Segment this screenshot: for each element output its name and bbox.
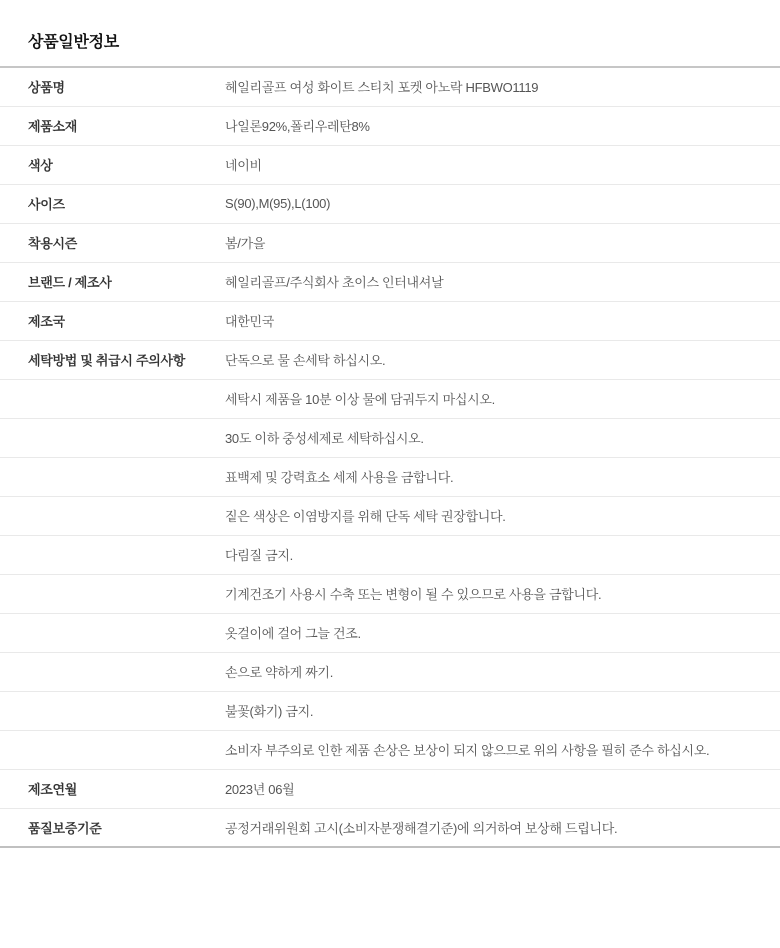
- row-label: [0, 730, 225, 769]
- row-value: 대한민국: [225, 314, 275, 329]
- table-row-season: [0, 223, 780, 262]
- row-label: [0, 457, 225, 496]
- row-label: 세탁방법 및 취급시 주의사항: [28, 353, 186, 368]
- row-value: 불꽃(화기) 금지.: [225, 704, 314, 719]
- row-label: [0, 535, 225, 574]
- row-label: 사이즈: [28, 197, 65, 212]
- table-row-brand-maker: [0, 262, 780, 301]
- row-label: [0, 418, 225, 457]
- row-label: [0, 652, 225, 691]
- row-value: 짙은 색상은 이염방지를 위해 단독 세탁 권장합니다.: [225, 509, 506, 524]
- row-label: [0, 691, 225, 730]
- table-row-warranty-standard: [0, 808, 780, 847]
- row-label: 제조국: [28, 314, 65, 329]
- product-info-table-body: [0, 67, 780, 847]
- row-label: [0, 379, 225, 418]
- row-value: 표백제 및 강력효소 세제 사용을 금합니다.: [225, 470, 454, 485]
- table-row-product-name: [0, 67, 780, 106]
- table-row-care-instruction: [0, 730, 780, 769]
- table-row-care-instruction: [0, 691, 780, 730]
- table-row-color: [0, 145, 780, 184]
- row-label: 제품소재: [28, 119, 78, 134]
- row-value: 헤일리골프 여성 화이트 스티치 포켓 아노락 HFBWO1119: [225, 80, 539, 96]
- row-value: 2023년 06월: [225, 782, 295, 797]
- row-value: 기계건조기 사용시 수축 또는 변형이 될 수 있으므로 사용을 금합니다.: [225, 587, 602, 602]
- row-label: 제조연월: [28, 782, 78, 797]
- row-value: 나일론92%,폴리우레탄8%: [225, 119, 370, 134]
- row-value: 헤일리골프/주식회사 초이스 인터내셔날: [225, 275, 444, 290]
- row-label: 품질보증기준: [28, 820, 102, 836]
- row-value: 옷걸이에 걸어 그늘 건조.: [225, 626, 361, 641]
- table-row-care-instruction: [0, 535, 780, 574]
- row-value: 손으로 약하게 짜기.: [225, 665, 333, 680]
- row-value: 세탁시 제품을 10분 이상 물에 담궈두지 마십시오.: [225, 392, 495, 407]
- table-row-material: [0, 106, 780, 145]
- row-value: 30도 이하 중성세제로 세탁하십시오.: [225, 431, 424, 446]
- row-label: [0, 574, 225, 613]
- row-value: S(90),M(95),L(100): [225, 196, 331, 211]
- table-row-care-instruction: [0, 652, 780, 691]
- table-row-country: [0, 301, 780, 340]
- table-row-care-instruction: [0, 379, 780, 418]
- row-label: 착용시즌: [28, 236, 78, 251]
- row-value: 네이비: [225, 158, 262, 173]
- table-row-manufacture-date: [0, 769, 780, 808]
- table-row-care-instruction: [0, 340, 780, 379]
- row-value: 봄/가을: [225, 236, 266, 251]
- row-value: 소비자 부주의로 인한 제품 손상은 보상이 되지 않으므로 위의 사항을 필히 준수 하십시오.: [225, 743, 710, 758]
- table-row-care-instruction: [0, 457, 780, 496]
- table-row-care-instruction: [0, 613, 780, 652]
- product-info-table: [0, 66, 780, 848]
- row-label: 색상: [28, 158, 53, 173]
- row-label: 브랜드 / 제조사: [28, 275, 112, 290]
- table-row-care-instruction: [0, 418, 780, 457]
- row-label: 상품명: [28, 80, 65, 96]
- row-label: [0, 496, 225, 535]
- table-row-size: [0, 184, 780, 223]
- row-value: 다림질 금지.: [225, 548, 293, 563]
- section-title: 상품일반정보: [28, 34, 119, 51]
- row-value: 단독으로 물 손세탁 하십시오.: [225, 353, 386, 368]
- row-label: [0, 613, 225, 652]
- row-value: 공정거래위원회 고시(소비자분쟁해결기준)에 의거하여 보상해 드립니다.: [225, 820, 618, 836]
- table-row-care-instruction: [0, 574, 780, 613]
- table-row-care-instruction: [0, 496, 780, 535]
